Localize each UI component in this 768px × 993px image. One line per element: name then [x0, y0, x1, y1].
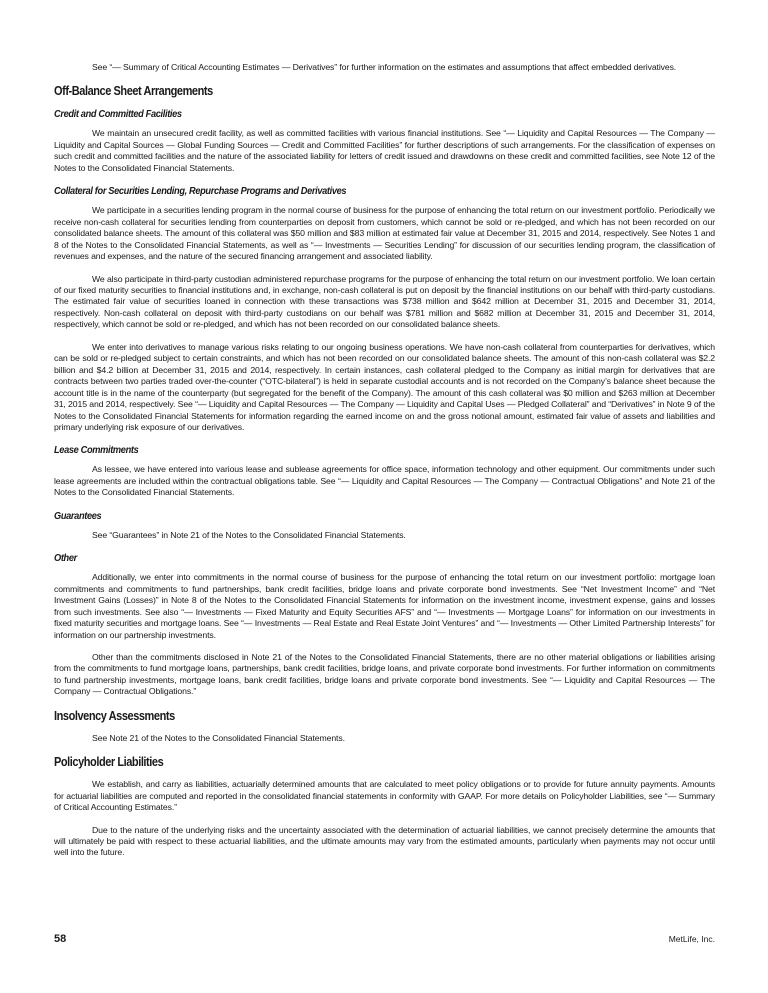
paragraph: We enter into derivatives to manage various risks relating to our ongoing business operations. We have non-cash collateral from counterparties for derivatives, which can be sold or re-pledged subject to certain constraints, and which has not been recorded on our consolidated balance sheets. The amount of this non-cash collateral was $2.2 billion and $4.2 billion at December 31, 2015 and 2014, respectively. In certain instances, cash collateral pledged to the Company as initial margin for derivatives that are contracts between two parties traded over-the-counter (“OTC-bilateral”) is held in separate custodial accounts and is not recorded on the Company’s balance sheet because the account title is in the name of the counterparty (but segregated for the benefit of the Company). The amount of this cash collateral was $0 million and $263 million at December 31, 2015 and 2014, respectively. See “— Liquidity and Capital Resources — The Company — Liquidity and Capital Uses — Pledged Collateral” and “Derivatives” in Note 9 of the Notes to the Consolidated Financial Statements for information regarding the earned income on and the gross notional amount, estimated fair value of assets and liabilities and primary underlying risk exposure of our derivatives. [54, 341, 715, 432]
subheading-credit: Credit and Committed Facilities [54, 108, 182, 121]
paragraph: We maintain an unsecured credit facility, as well as committed facilities with various financial institutions. See “— Liquidity and Capital Resources — The Company — Liquidity and Capital Sources — Global Funding Sources — Credit and Committed Facilities” for further descriptions of such arrangements. For the classification of expenses on such credit and committed facilities and the nature of the associated liability for letters of credit issued and drawdowns on these credit and committed facilities, see Note 12 of the Notes to the Consolidated Financial Statements. [54, 128, 715, 173]
page-number: 58 [54, 933, 67, 945]
intro-paragraph: See “— Summary of Critical Accounting Estimates — Derivatives” for further information on the estimates and assumptions that affect embedded derivatives. [92, 62, 677, 72]
paragraph: We establish, and carry as liabilities, actuarially determined amounts that are calculated to meet policy obligations or to provide for future annuity payments. Amounts for actuarial liabilities are computed and reported in the consolidated financial statements in conformity with GAAP. For more details on Policyholder Liabilities, see “— Summary of Critical Accounting Estimates.” [54, 779, 715, 813]
paragraph: We also participate in third-party custodian administered repurchase programs for the purpose of enhancing the total return on our investment portfolio. We loan certain of our fixed maturity securities to financial institutions and, in exchange, non-cash collateral is put on deposit by the financial institutions on our behalf with third-party custodians. The estimated fair value of securities loaned in connection with these transactions was $738 million and $642 million at December 31, 2015 and December 31, 2014, respectively. Non-cash collateral on deposit with third-party custodians on our behalf was $781 million and $682 million at December 31, 2015 and December 31, 2014, respectively, which cannot be sold or re-pledged, and which has not been recorded on our consolidated balance sheets. [54, 273, 715, 330]
paragraph: See “Guarantees” in Note 21 of the Notes to the Consolidated Financial Statements. [92, 529, 406, 540]
company-name: MetLife, Inc. [668, 934, 715, 944]
paragraph: We participate in a securities lending program in the normal course of business for the purpose of enhancing the total return on our investment portfolio. Periodically we receive non-cash collateral for securities lending from counterparties on deposit from customers, which cannot be sold or re-pledged, and which has not been recorded on our consolidated balance sheets. The amount of this collateral was $50 million and $83 million at estimated fair value at December 31, 2015 and 2014, respectively. See Notes 1 and 8 of the Notes to the Consolidated Financial Statements, as well as “— Investments — Securities Lending” for discussion of our securities lending program, the classification of revenues and expenses, and the nature of the secured financing arrangement and associated liability. [54, 205, 715, 262]
paragraph: Due to the nature of the underlying risks and the uncertainty associated with the determination of actuarial liabilities, we cannot precisely determine the amounts that will ultimately be paid with respect to these actuarial liabilities, and the ultimate amounts may vary from the estimated amounts, particularly when payments may not occur until well into the future. [54, 824, 715, 858]
page-footer [54, 933, 715, 945]
paragraph: Additionally, we enter into commitments in the normal course of business for the purpose of enhancing the total return on our investment portfolio: mortgage loan commitments and commitments to fund partnerships, bank credit facilities, bridge loans and private corporate bond investments. See “Net Investment Income” and “Net Investment Gains (Losses)” in Note 8 of the Notes to the Consolidated Financial Statements for information on the investment income, investment expense, gains and losses from such investments. See also “— Investments — Fixed Maturity and Equity Securities AFS” and “— Investments — Mortgage Loans” for information on our investments in fixed maturity securities and mortgage loans. See “— Investments — Real Estate and Real Estate Joint Ventures” and “— Investments — Other Limited Partnership Interests” for information on our partnership investments. [54, 572, 715, 640]
paragraph: As lessee, we have entered into various lease and sublease agreements for office space, information technology and other equipment. Our commitments under such lease agreements are included within the contractual obligations table. See “— Liquidity and Capital Resources — The Company — Contractual Obligations” and Note 21 of the Notes to the Consolidated Financial Statements. [54, 464, 715, 498]
section-heading-policyholder: Policyholder Liabilities [54, 755, 164, 770]
document-page [54, 62, 715, 870]
section-heading-off-balance: Off-Balance Sheet Arrangements [54, 84, 213, 99]
paragraph: See Note 21 of the Notes to the Consolidated Financial Statements. [92, 732, 345, 743]
subheading-lease: Lease Commitments [54, 444, 139, 457]
subheading-other: Other [54, 552, 77, 565]
subheading-collateral: Collateral for Securities Lending, Repurchase Programs and Derivatives [54, 185, 347, 198]
section-heading-insolvency: Insolvency Assessments [54, 708, 175, 723]
subheading-guarantees: Guarantees [54, 509, 102, 522]
paragraph: Other than the commitments disclosed in Note 21 of the Notes to the Consolidated Financial Statements, there are no other material obligations or liabilities arising from the commitments to fund mortgage loans, partnerships, bank credit facilities, bridge loans, and private corporate bond investments. For further information on commitments to fund partnership investments, mortgage loans, bank credit facilities, bridge loans and private corporate bond investments. See “— Liquidity and Capital Resources — The Company — Contractual Obligations.” [54, 651, 715, 697]
